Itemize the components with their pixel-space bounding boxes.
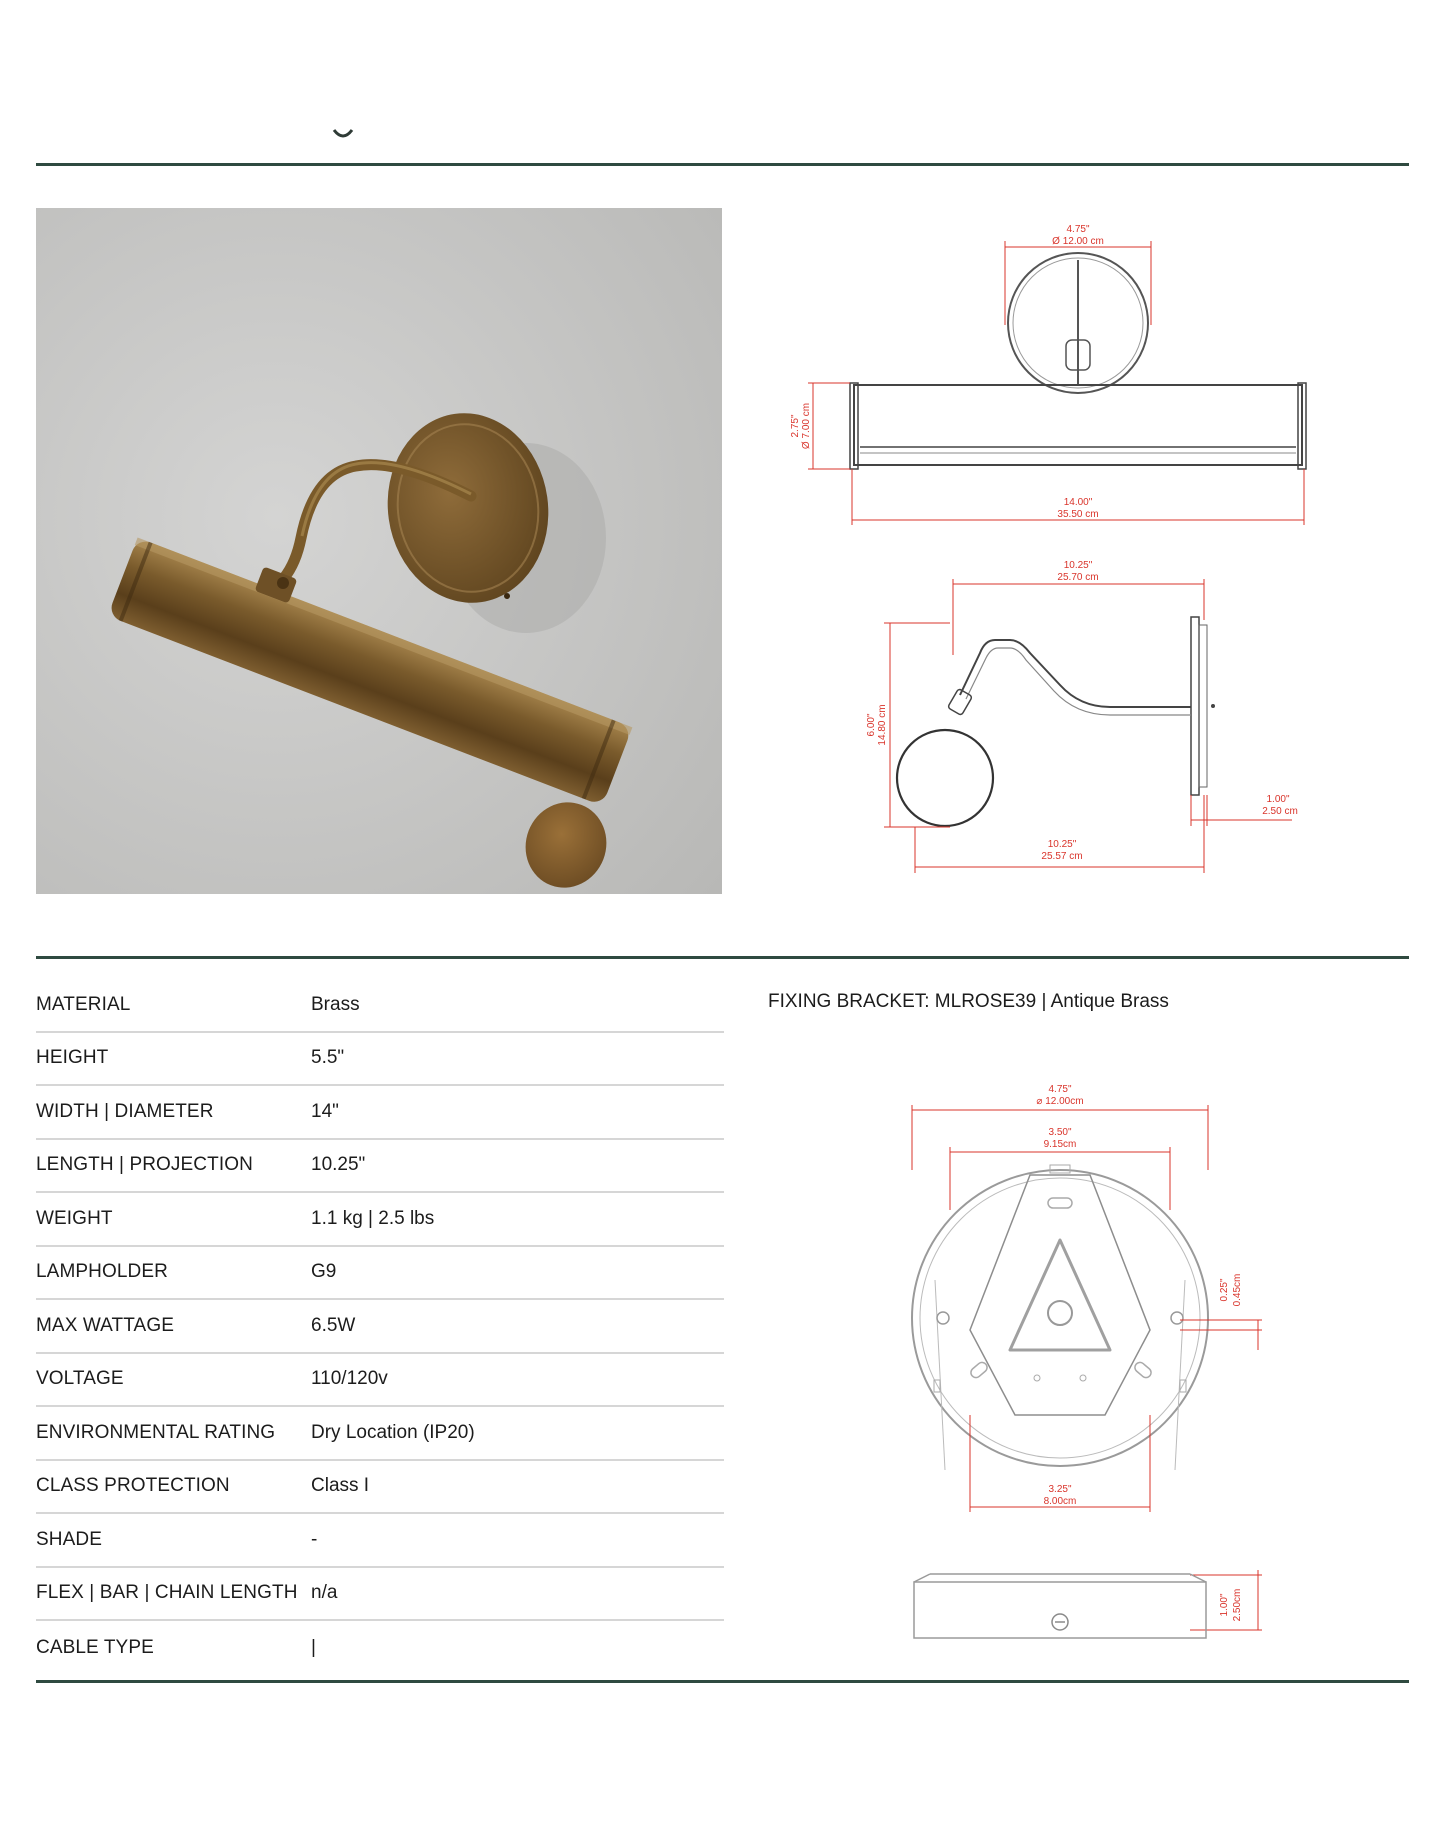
- front-length-in: 14.00": [1063, 497, 1093, 508]
- spec-value: 10.25": [311, 1154, 366, 1176]
- spec-value: Class I: [311, 1475, 370, 1497]
- spec-row-cable-type: [36, 1621, 724, 1675]
- side-projection-top-cm: 25.70 cm: [1057, 572, 1099, 583]
- spec-row-material: [36, 979, 724, 1033]
- bracket-base-cm: 8.00cm: [1043, 1496, 1077, 1507]
- spec-row-width: [36, 1086, 724, 1140]
- spec-row-height: [36, 1033, 724, 1087]
- bracket-inner-in: 3.50": [1048, 1127, 1072, 1138]
- spec-value: 6.5W: [311, 1314, 356, 1336]
- side-height-cm: 14.80 cm: [877, 704, 888, 746]
- spec-table: [36, 979, 724, 1675]
- bracket-views: [890, 1060, 1270, 1640]
- spec-value: -: [311, 1528, 318, 1550]
- spec-label: VOLTAGE: [36, 1368, 124, 1390]
- spec-value: Dry Location (IP20): [311, 1421, 475, 1443]
- side-depth-cm: 2.50 cm: [1262, 806, 1298, 817]
- bracket-diameter-cm: ⌀ 12.00cm: [1036, 1096, 1084, 1107]
- fixing-bracket-drawing: [890, 1060, 1270, 1640]
- front-height-in: 2.75": [790, 414, 801, 438]
- spec-value: 1.1 kg | 2.5 lbs: [311, 1207, 435, 1229]
- picture-light-photo: [36, 208, 722, 894]
- spec-value: G9: [311, 1261, 337, 1283]
- spec-row-shade: [36, 1514, 724, 1568]
- side-projection-bottom-in: 10.25": [1047, 839, 1077, 850]
- spec-value: n/a: [311, 1582, 338, 1604]
- spec-row-lampholder: [36, 1247, 724, 1301]
- spec-label: ENVIRONMENTAL RATING: [36, 1421, 276, 1443]
- spec-row-length: [36, 1140, 724, 1194]
- bracket-depth-in: 1.00": [1219, 1593, 1230, 1617]
- spec-row-environmental-rating: [36, 1407, 724, 1461]
- spec-label: SHADE: [36, 1528, 102, 1550]
- front-length-cm: 35.50 cm: [1057, 509, 1099, 520]
- spec-label: WIDTH | DIAMETER: [36, 1100, 214, 1122]
- bracket-diameter-in: 4.75": [1048, 1084, 1072, 1095]
- spec-value: 5.5": [311, 1047, 345, 1069]
- spec-row-max-wattage: [36, 1300, 724, 1354]
- spec-label: CABLE TYPE: [36, 1636, 154, 1658]
- spec-label: MAX WATTAGE: [36, 1314, 174, 1336]
- spec-label: FLEX | BAR | CHAIN LENGTH: [36, 1582, 298, 1604]
- dimension-drawing-front-side: [780, 215, 1340, 862]
- spec-label: LENGTH | PROJECTION: [36, 1154, 253, 1176]
- spec-value: |: [311, 1636, 316, 1658]
- spec-row-voltage: [36, 1354, 724, 1408]
- bracket-depth-cm: 2.50cm: [1232, 1588, 1243, 1622]
- spec-label: CLASS PROTECTION: [36, 1475, 230, 1497]
- front-height-cm: Ø 7.00 cm: [801, 402, 812, 450]
- side-projection-top-in: 10.25": [1063, 560, 1093, 571]
- spec-row-class-protection: [36, 1461, 724, 1515]
- front-width-cm: Ø 12.00 cm: [1052, 236, 1104, 247]
- spec-label: HEIGHT: [36, 1047, 109, 1069]
- footer-rule: [36, 1680, 1409, 1683]
- product-photo: [36, 208, 722, 894]
- title-glyph-fragment: [330, 128, 356, 146]
- spec-value: Brass: [311, 993, 360, 1015]
- section-rule: [36, 956, 1409, 959]
- spec-label: MATERIAL: [36, 993, 131, 1015]
- bracket-base-in: 3.25": [1048, 1484, 1072, 1495]
- bracket-offset-cm: 0.45cm: [1232, 1273, 1243, 1307]
- spec-row-weight: [36, 1193, 724, 1247]
- spec-label: WEIGHT: [36, 1207, 113, 1229]
- spec-row-flex-length: [36, 1568, 724, 1622]
- bracket-inner-cm: 9.15cm: [1043, 1139, 1077, 1150]
- header-title-fragment: [330, 128, 356, 146]
- side-height-in: 6.00": [866, 713, 877, 737]
- header-rule: [36, 163, 1409, 166]
- spec-label: LAMPHOLDER: [36, 1261, 168, 1283]
- bracket-offset-in: 0.25": [1219, 1278, 1230, 1302]
- side-depth-in: 1.00": [1266, 794, 1290, 805]
- front-side-views: [780, 215, 1340, 862]
- front-width-in: 4.75": [1066, 224, 1090, 235]
- fixing-bracket-label: FIXING BRACKET: MLROSE39 | Antique Brass: [768, 991, 1169, 1012]
- side-projection-bottom-cm: 25.57 cm: [1041, 851, 1083, 862]
- spec-value: 14": [311, 1100, 339, 1122]
- spec-value: 110/120v: [311, 1368, 388, 1390]
